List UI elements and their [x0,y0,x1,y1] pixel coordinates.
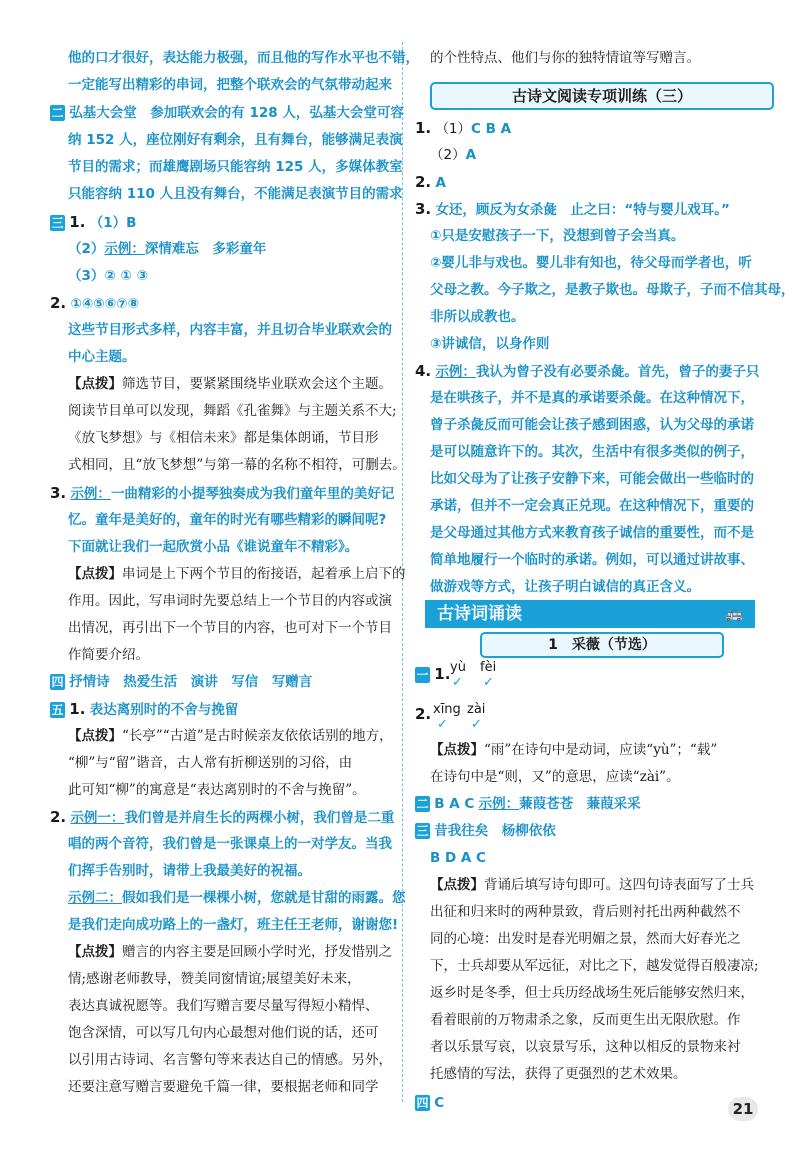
tip-tag: 【点拨】 [68,728,122,744]
answer-line: C B A [471,121,512,137]
r-q1-2 [430,146,476,164]
answer-line: 父母之教。今子欺之，是教子欺也。母欺子，子而不信其母， [430,282,795,298]
answer-line: ①④⑤⑥⑦⑧ [70,296,140,312]
check-mark-icon: ✓ [471,717,482,732]
answer-line: （3）② ① ③ [68,268,149,284]
tip-tag: 【点拨】 [68,566,122,582]
tip-line: 此可知“柳”的寓意是“表达离别时的不舍与挽留”。 [68,782,366,798]
tip-line: 阅读节目单可以发现，舞蹈《孔雀舞》与主题关系不大; [68,403,397,419]
example-tag: 示例： [104,241,145,257]
check-mark-icon: ✓ [452,675,463,690]
tip-line: 式相同，且“放飞梦想”与第一幕的名称不相符，可删去。 [68,457,406,473]
tip-line: 托感情的写法，获得了更强烈的艺术效果。 [430,1066,687,1082]
question-number: 2. [415,173,432,191]
answer-line: 一定能写出精彩的串词，把整个联欢会的气氛带动起来 [68,77,392,93]
r-q4 [415,362,759,381]
p4 [415,1094,444,1112]
answer-line: 表达离别时的不舍与挽留 [89,702,239,718]
question-number: 3. [50,484,67,502]
answer-line: ①只是安慰孩子一下，没想到曾子会当真。 [430,228,685,244]
question-number: 4. [415,362,432,380]
section-banner [425,600,755,628]
tip-text: 背诵后填写诗句即可。这四句诗表面写了士兵 [484,877,754,893]
pinyin-answer: fèi [480,660,497,675]
tip-line: 下，士兵却要从军远征，对比之下，越发觉得百般凄凉; [430,958,759,974]
question-number: 1. [434,665,451,683]
answer-line: 是可以随意许下的。其次，生活中有很多类似的例子， [430,444,754,460]
r-q2 [415,173,446,192]
answer-line: 比如父母为了让孩子安静下来，可能会做出一些临时的 [430,471,754,487]
answer-prefix: （2） [68,241,105,257]
answer-line: 简单地履行一个临时的承诺。例如，可以通过讲故事、 [430,552,754,568]
answer-prefix: （2） [430,147,466,163]
tip-line: 出征和归来时的两种景致，背后则衬托出两种截然不 [430,904,741,920]
tip-line [68,375,392,393]
tip-line: 情;感谢老师教导，赞美同窗情谊;展望美好未来， [68,971,361,987]
tip-line: 者以乐景写哀，以哀景写乐，这种以相反的景物来衬 [430,1039,741,1055]
answer-line: 是在哄孩子，并不是真的承诺要杀彘。在这种情况下， [430,390,754,406]
example-tag: 示例： [478,796,520,812]
answer-line: 做游戏等方式，让孩子明白诚信的真正含义。 [430,579,700,595]
question-number: 2. [415,705,432,723]
answer-line: 下面就让我们一起欣赏小品《谁说童年不精彩》。 [68,539,359,555]
tip-line: 还要注意写赠言要避免千篇一律，要根据老师和同学 [68,1079,379,1095]
section-five-q1 [50,700,238,719]
section-number-badge: 五 [51,703,64,717]
page-number: 21 [728,1097,758,1121]
poem-title: 1 采薇（节选） [480,632,724,658]
tip-line: 看着眼前的万物肃杀之象，反而更生出无限欣慰。作 [430,1012,741,1028]
tip-line: 的个性特点、他们与你的独特情谊等写赠言。 [430,50,700,66]
answer-line: B A C [434,796,475,812]
p3 [415,822,556,840]
answer-line: 抒情诗 热爱生活 演讲 写信 写赠言 [69,674,313,690]
answer-line: 昔我往矣 杨柳依依 [434,823,556,839]
answer-line: 承诺，但并不一定会真正兑现。在这种情况下，重要的 [430,498,754,514]
answer-line: 假如我们是一棵棵小树，您就是甘甜的雨露。您 [122,890,406,906]
answer-line: 是父母通过其他方式来教育孩子诚信的重要性，而不是 [430,525,754,541]
answer-line: 弘基大会堂 参加联欢会的有 128 人，弘基大会堂可容 [69,105,404,121]
question-number: 1. [415,119,432,137]
answer-line: 们挥手告别时，请带上我最美好的祝福。 [68,863,311,879]
tip-line: 在诗句中是“则，又”的意思，应读“zài”。 [430,769,680,785]
answer-line: A [435,175,446,191]
r-q3 [415,200,730,219]
tip-text: 赠言的内容主要是回顾小学时光，抒发惜别之 [122,944,392,960]
pinyin-answer: xīng [433,702,461,717]
question-number: 1. [69,213,86,231]
p1-q2 [415,705,431,724]
tip-tag: 【点拨】 [430,877,484,893]
section-number-badge: 二 [416,797,429,811]
tip-line: 作用。因此，写串词时先要总结上一个节目的内容或演 [68,593,392,609]
question-number: 1. [69,700,86,718]
tip-line: 以引用古诗词、名言警句等来表达自己的情感。另外， [68,1052,392,1068]
example-tag: 示例二： [68,890,122,906]
section-four-answer [50,673,312,691]
section-number-badge: 三 [416,824,429,838]
tip-line [68,943,392,961]
answer-line: A [465,147,477,163]
answer-line: 中心主题。 [68,349,136,365]
tip-line: 出情况，再引出下一个节目的内容，也可对下一个节目 [68,620,392,636]
tip-tag: 【点拨】 [68,944,122,960]
section-two-answer [50,104,404,122]
answer-line: 忆。童年是美好的，童年的时光有哪些精彩的瞬间呢? [68,512,387,528]
car-icon: 🚌 [725,606,743,622]
p2 [415,795,641,813]
answer-line: 非所以成教也。 [430,309,525,325]
tip-line [68,565,406,583]
q1-part2 [68,240,266,258]
section-three-q1 [50,213,136,232]
question-number: 2. [50,294,67,312]
check-mark-icon: ✓ [483,675,494,690]
answer-line: 唱的两个音符，我们曾是一张课桌上的一对学友。当我 [68,836,392,852]
tip-text: “长亭”“古道”是古时候亲友依依话别的地方， [122,728,393,744]
section-number-badge: 四 [51,675,64,689]
answer-line: 只能容纳 110 人且没有舞台，不能满足表演节目的需求 [68,186,403,202]
example-two [68,889,406,907]
tip-line: 《放飞梦想》与《相信未来》都是集体朗诵，节目形 [68,430,379,446]
tip-line: 饱含深情，可以写几句内心最想对他们说的话，还可 [68,1025,379,1041]
s5-q2 [50,808,394,827]
tip-line: “柳”与“留”谐音，古人常有折柳送别的习俗，由 [68,755,353,771]
example-tag: 示例： [435,364,476,380]
q2 [50,294,139,313]
q3 [50,484,394,503]
answer-line: （1）B [89,215,137,231]
pinyin-answer: yù [450,660,466,675]
answer-line: 这些节目形式多样，内容丰富，并且切合毕业联欢会的 [68,322,392,338]
answer-line: 是我们走向成功路上的一盏灯，班主任王老师，谢谢您! [68,917,399,933]
answer-line: 纳 152 人，座位刚好有剩余，且有舞台，能够满足表演 [68,132,403,148]
answer-line: 深情难忘 多彩童年 [144,241,267,257]
example-tag: 示例： [70,486,111,502]
section-title-box: 古诗文阅读专项训练（三） [430,82,774,110]
answer-line: C [434,1095,445,1111]
tip-line [430,741,717,759]
answer-line: ③讲诚信，以身作则 [430,336,550,352]
answer-line: 曾子杀彘反而可能会让孩子感到困惑，认为父母的承诺 [430,417,754,433]
r-q1 [415,119,511,138]
tip-text: “雨”在诗句中是动词，应读“yù”；“载” [484,742,718,758]
check-mark-icon: ✓ [437,717,448,732]
answer-line: 一曲精彩的小提琴独奏成为我们童年里的美好记 [110,486,395,502]
answer-line: B D A C [430,850,486,866]
tip-line: 表达真诚祝愿等。我们写赠言要尽量写得短小精悍、 [68,998,379,1014]
tip-tag: 【点拨】 [68,376,122,392]
answer-line: ②婴儿非与戏也。婴儿非有知也，待父母而学者也，听 [430,255,752,271]
answer-line: 我们曾是并肩生长的两棵小树，我们曾是二重 [124,810,395,826]
tip-line: 作简要介绍。 [68,647,149,663]
answer-line: 他的口才很好，表达能力极强，而且他的写作水平也不错， [68,50,419,66]
tip-line [68,727,393,745]
tip-line [430,876,754,894]
banner-title: 古诗词诵读 [437,604,522,624]
example-tag: 示例一： [70,810,125,826]
answer-line: 蒹葭苍苍 蒹葭采采 [519,796,641,812]
answer-line: 节目的需求；而雄鹰剧场只能容纳 125 人，多媒体教室 [68,159,403,175]
tip-tag: 【点拨】 [430,742,484,758]
question-number: 2. [50,808,67,826]
answer-line: 女还，顾反为女杀彘 止之曰：“特与婴儿戏耳。” [435,202,730,218]
section-number-badge: 一 [416,668,429,682]
tip-line: 同的心境：出发时是春光明媚之景，然而大好春光之 [430,931,741,947]
tip-text: 串词是上下两个节目的衔接语，起着承上启下的 [122,566,406,582]
tip-text: 筛选节目，要紧紧围绕毕业联欢会这个主题。 [122,376,392,392]
section-number-badge: 四 [416,1096,429,1110]
answer-prefix: （1） [435,121,472,137]
section-number-badge: 三 [51,216,64,230]
p1-q1 [415,665,450,684]
question-number: 3. [415,200,432,218]
tip-line: 返乡时是冬季，但士兵历经战场生死后能够安然归来， [430,985,754,1001]
section-number-badge: 二 [51,106,64,120]
answer-line: 我认为曾子没有必要杀彘。首先，曾子的妻子只 [475,364,760,380]
pinyin-answer: zài [467,702,486,717]
